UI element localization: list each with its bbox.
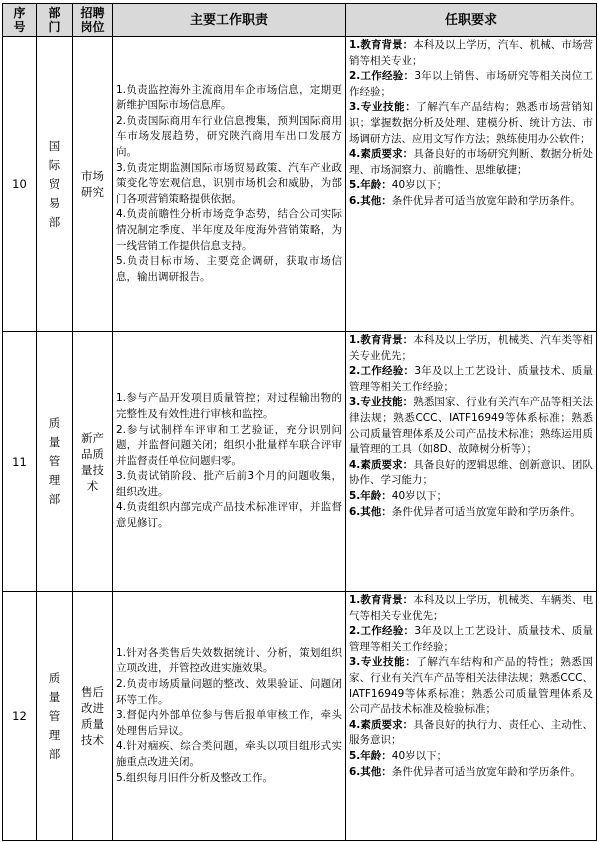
row-duties <box>113 332 346 592</box>
requirement-item: 5.年龄：40岁以下； <box>349 749 448 762</box>
duty-item: 2.负责国际商用车行业信息搜集，预判国际商用车市场发展趋势，研究陕汽商用车出口发展方向。 <box>116 114 342 159</box>
duty-item: 5.负责目标市场、主要竞企调研，获取市场信息，输出调研报告。 <box>116 255 342 283</box>
requirement-item: 1.教育背景：本科及以上学历，机械类、车辆类、电气等相关专业优先； <box>349 594 594 622</box>
duty-item: 4.针对痼疾、综合类问题，牵头以项目组形式实施重点改进关闭。 <box>116 740 342 768</box>
requirement-item: 2.工作经验：3年及以上工艺设计、质量技术、质量管理等相关工作经验； <box>349 365 594 393</box>
row-requirements <box>346 332 597 592</box>
requirement-item: 4.素质要求：具备良好的逻辑思维、创新意识、团队协作、学习能力； <box>349 458 594 487</box>
header-row <box>3 4 597 37</box>
table-row <box>3 37 597 332</box>
table-row <box>3 592 597 841</box>
header-requirements: 任职要求 <box>346 4 597 37</box>
header-duties: 主要工作职责 <box>113 4 346 37</box>
row-duties <box>113 37 346 332</box>
requirement-item: 5.年龄：40岁以下； <box>349 179 448 192</box>
row-seq: 10 <box>3 37 37 332</box>
row-seq: 12 <box>3 592 37 841</box>
duty-item: 1.针对各类售后失效数据统计、分析，策划组织立项改进，并管控改进实施效果。 <box>116 646 342 675</box>
duty-item: 5.组织每月旧件分析及整改工作。 <box>116 771 274 784</box>
row-post: 售后 改进 质量 技术 <box>73 592 113 841</box>
duty-item: 3.负责定期监测国际市场贸易政策、汽车产业政策变化等宏观信息，识别市场机会和威胁，为部门各项营销策略提供依据。 <box>116 161 342 205</box>
row-dept: 国 际 贸 易 部 <box>37 37 73 332</box>
duty-item: 3.督促内外部单位参与售后报单审核工作，牵头处理售后异议。 <box>116 709 342 737</box>
duty-item: 4.负责前瞻性分析市场竞争态势，结合公司实际情况制定季度、半年度及年度海外营销策略，为一线营销工作提供信息支持。 <box>116 208 342 252</box>
header-seq: 序 号 <box>3 4 37 37</box>
duty-item: 1.负责监控海外主流商用车企市场信息，定期更新维护国际市场信息库。 <box>116 83 342 112</box>
requirement-item: 1.教育背景：本科及以上学历，汽车、机械、市场营销等相关专业； <box>349 39 594 67</box>
requirement-item: 3.专业技能：了解汽车结构和产品的特性；熟悉国家、行业有关汽车产品等相关法律法规；熟悉CCC、IATF16949等体系标准；熟悉公司质量管理体系及公司产品技术标准及检验标准； <box>349 656 593 716</box>
row-seq: 11 <box>3 332 37 592</box>
requirement-item: 6.其他：条件优异者可适当放宽年龄和学历条件。 <box>349 194 581 207</box>
row-post: 新产 品质 量技 术 <box>73 332 113 592</box>
requirement-item: 5.年龄：40岁以下； <box>349 489 448 502</box>
requirement-item: 1.教育背景：本科及以上学历，机械类、汽车类等相关专业优先； <box>349 334 594 362</box>
header-dept: 部 门 <box>37 4 73 37</box>
duty-item: 4.负责组织内部完成产品技术标准评审，并监督意见修订。 <box>116 501 342 530</box>
requirement-item: 2.工作经验：3年及以上工艺设计、质量技术、质量管理等相关工作经验； <box>349 625 594 653</box>
row-post: 市场 研究 <box>73 37 113 332</box>
requirement-item: 4.素质要求：具备良好的市场研究判断、数据分析处理、市场洞察力、前瞻性、思维敏捷； <box>349 148 594 176</box>
row-dept: 质 量 管 理 部 <box>37 332 73 592</box>
row-duties <box>113 592 346 841</box>
requirement-item: 3.专业技能：了解汽车产品结构；熟悉市场营销知识；掌握数据分析及处理、建模分析、统计方法、市场调研方法、应用文写作方法；熟练使用办公软件； <box>349 101 593 145</box>
recruitment-table-sheet <box>2 3 596 841</box>
requirement-item: 6.其他：条件优异者可适当放宽年龄和学历条件。 <box>349 505 581 518</box>
duty-item: 2.负责市场质量问题的整改、效果验证、问题闭环等工作。 <box>116 678 342 706</box>
duty-item: 2.参与试制样车评审和工艺验证，充分识别问题，并监督问题关闭；组织小批量样车联合评审并监督责任单位问题归零。 <box>116 423 342 467</box>
requirement-item: 2.工作经验：3年以上销售、市场研究等相关岗位工作经验； <box>349 70 594 98</box>
row-requirements <box>346 592 597 841</box>
requirement-item: 4.素质要求：具备良好的执行力、责任心、主动性、服务意识； <box>349 718 594 747</box>
header-post: 招聘 岗位 <box>73 4 113 37</box>
requirement-item: 6.其他：条件优异者可适当放宽年龄和学历条件。 <box>349 765 581 778</box>
row-dept: 质 量 管 理 部 <box>37 592 73 841</box>
duty-item: 1.参与产品开发项目质量管控；对过程输出物的完整性及有效性进行审核和监控。 <box>116 392 342 420</box>
requirement-item: 3.专业技能：熟悉国家、行业有关汽车产品等相关法律法规；熟悉CCC、IATF16949等体系标准；熟悉公司质量管理体系及公司产品技术标准；熟练运用质量管理的工具（如8D、故障树分析等）； <box>349 396 594 456</box>
recruitment-table <box>2 3 597 841</box>
row-requirements <box>346 37 597 332</box>
duty-item: 3.负责试销阶段、批产后前3个月的问题收集，组织改进。 <box>116 470 342 498</box>
table-row <box>3 332 597 592</box>
